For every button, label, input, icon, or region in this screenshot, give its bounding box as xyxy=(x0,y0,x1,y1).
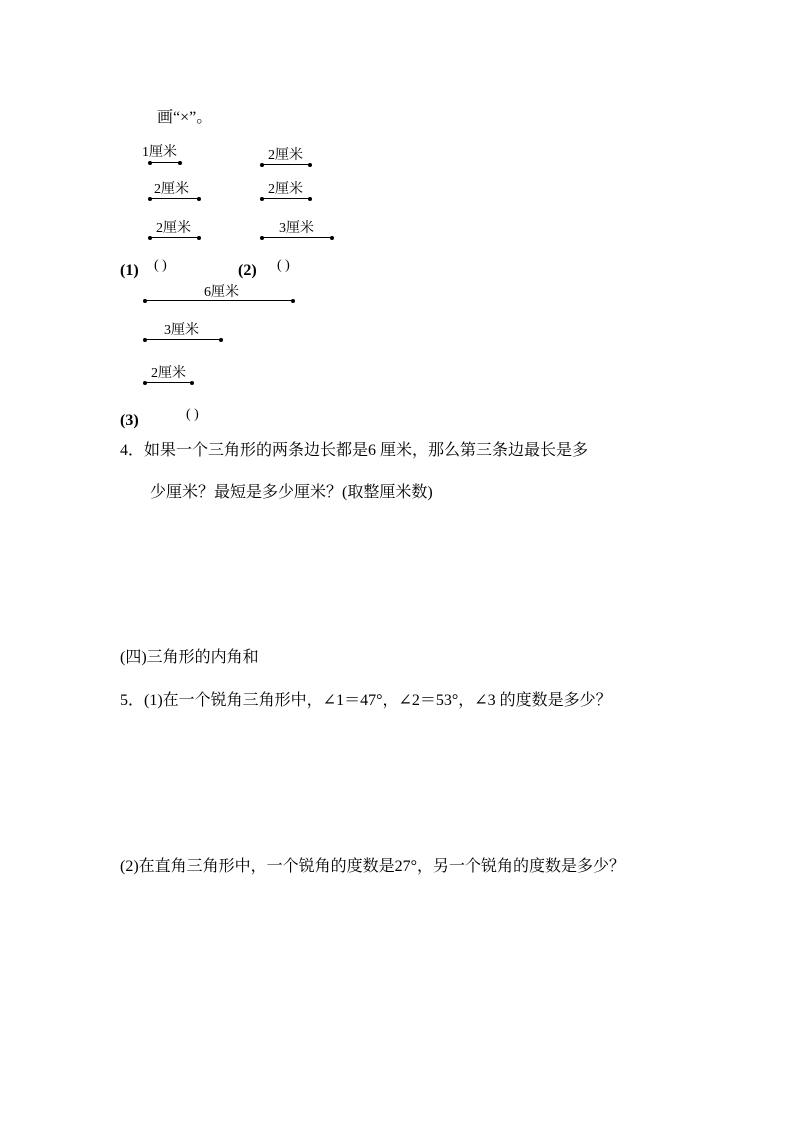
answer-blank-1: ( ) xyxy=(154,258,167,273)
section-heading: (四)三角形的内角和 xyxy=(120,649,259,666)
segment-label: 2厘米 xyxy=(268,182,303,197)
question-5-part-2: (2)在直角三角形中，一个锐角的度数是27°，另一个锐角的度数是多少？ xyxy=(120,858,626,875)
segment-label: 1厘米 xyxy=(142,145,177,160)
question-4-line-1: 4．如果一个三角形的两条边长都是6 厘米，那么第三条边最长是多 xyxy=(120,442,589,459)
group-marker-1: (1) xyxy=(120,262,139,279)
group-marker-2: (2) xyxy=(238,262,257,279)
segment-label: 2厘米 xyxy=(156,221,191,236)
segment-label: 3厘米 xyxy=(164,323,199,338)
segment-label: 2厘米 xyxy=(268,148,303,163)
line-segment xyxy=(262,164,310,165)
line-segment xyxy=(150,198,199,199)
segment-label: 2厘米 xyxy=(154,182,189,197)
line-segment xyxy=(262,237,332,238)
segment-label: 6厘米 xyxy=(204,285,239,300)
line-segment xyxy=(150,162,180,163)
intro-text: 画“×”。 xyxy=(157,109,213,126)
answer-blank-2: ( ) xyxy=(277,258,290,273)
line-segment xyxy=(145,300,293,301)
line-segment xyxy=(145,382,192,383)
group-marker-3: (3) xyxy=(120,412,139,429)
segment-label: 2厘米 xyxy=(151,366,186,381)
line-segment xyxy=(262,198,310,199)
answer-blank-3: ( ) xyxy=(186,407,199,422)
question-5-part-1: 5．(1)在一个锐角三角形中，∠1＝47°，∠2＝53°，∠3 的度数是多少？ xyxy=(120,692,612,709)
question-4-line-2: 少厘米？最短是多少厘米？(取整厘米数) xyxy=(150,484,433,501)
segment-label: 3厘米 xyxy=(279,221,314,236)
line-segment xyxy=(150,237,199,238)
line-segment xyxy=(145,339,221,340)
